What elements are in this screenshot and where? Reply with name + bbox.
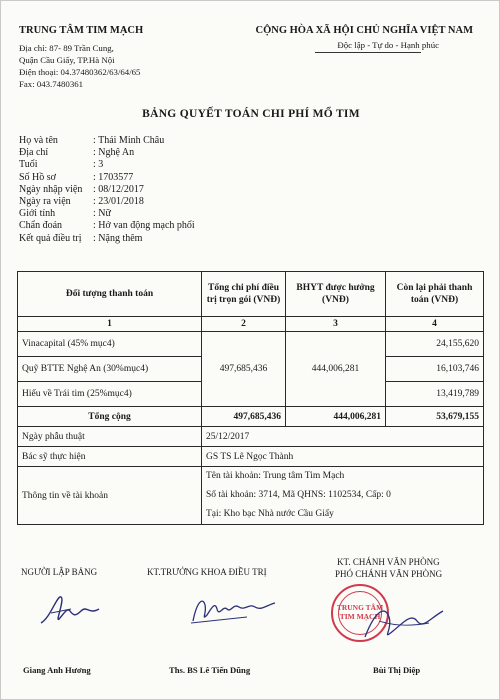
total-row bbox=[18, 407, 484, 427]
surgeon-name: GS TS Lê Ngọc Thành bbox=[202, 447, 484, 467]
discharge-date-row bbox=[19, 196, 195, 208]
admission-date-row bbox=[19, 184, 195, 196]
insurance-cell: 444,006,281 bbox=[286, 332, 386, 407]
office-title-1: KT. CHÁNH VĂN PHÒNG bbox=[337, 557, 440, 567]
motto-underline bbox=[315, 52, 421, 53]
record-number-row bbox=[19, 172, 195, 184]
admission-date: : 08/12/2017 bbox=[93, 183, 144, 195]
preparer-title: NGƯỜI LẬP BẢNG bbox=[21, 567, 98, 577]
surgeon-label: Bác sỹ thực hiện bbox=[18, 447, 202, 467]
patient-address-row bbox=[19, 147, 195, 159]
total-cost-cell: 497,685,436 bbox=[202, 332, 286, 407]
diagnosis: : Hở van động mạch phổi bbox=[93, 220, 195, 232]
org-address-2: Quận Cầu Giấy, TP.Hà Nội bbox=[19, 55, 115, 65]
department-head-signature bbox=[187, 591, 279, 627]
total-cost: 497,685,436 bbox=[202, 407, 286, 427]
patient-name: : Thái Minh Châu bbox=[93, 135, 165, 146]
info-label: Số Hồ sơ bbox=[19, 171, 56, 183]
header-total-cost: Tổng chi phí điều trị trọn gói (VNĐ) bbox=[202, 272, 286, 317]
treatment-result: : Nặng thêm bbox=[93, 232, 143, 244]
column-number: 2 bbox=[202, 317, 286, 332]
preparer-name: Giang Anh Hương bbox=[23, 665, 91, 675]
account-number: Số tài khoản: 3714, Mã QHNS: 1102534, Cấp: 0 bbox=[206, 490, 391, 500]
org-address-1: Địa chỉ: 87- 89 Trần Cung, bbox=[19, 43, 114, 53]
surgery-date: 25/12/2017 bbox=[202, 427, 484, 447]
table-row bbox=[18, 332, 484, 357]
office-name: Bùi Thị Diệp bbox=[373, 665, 421, 675]
preparer-signature bbox=[37, 589, 107, 631]
total-remaining: 53,679,155 bbox=[386, 407, 484, 427]
column-number-row bbox=[18, 317, 484, 332]
gender: : Nữ bbox=[93, 208, 111, 220]
info-label: Kết quả điều trị bbox=[19, 232, 82, 244]
treatment-result-row bbox=[19, 233, 195, 245]
info-label: Địa chỉ bbox=[19, 147, 49, 159]
payer-name: Hiếu về Trái tim (25%mục4) bbox=[18, 382, 202, 407]
account-row bbox=[18, 467, 484, 525]
gender-row bbox=[19, 208, 195, 220]
column-number: 4 bbox=[386, 317, 484, 332]
office-signature bbox=[359, 601, 449, 647]
remaining-amount: 13,419,789 bbox=[386, 382, 484, 407]
discharge-date: : 23/01/2018 bbox=[93, 195, 144, 207]
department-head-title: KT.TRƯỞNG KHOA ĐIỀU TRỊ bbox=[147, 567, 267, 577]
patient-info bbox=[19, 135, 195, 245]
total-label: Tổng cộng bbox=[18, 407, 202, 427]
surgeon-row bbox=[18, 447, 484, 467]
info-label: Tuổi bbox=[19, 159, 38, 171]
payer-name: Quỹ BTTE Nghệ An (30%mục4) bbox=[18, 357, 202, 382]
surgery-date-row bbox=[18, 427, 484, 447]
org-phone: Điện thoại: 04.37480362/63/64/65 bbox=[19, 67, 141, 77]
account-label: Thông tin về tài khoản bbox=[18, 467, 202, 525]
cost-settlement-table bbox=[17, 271, 484, 525]
payer-name: Vinacapital (45% mục4) bbox=[18, 332, 202, 357]
header-payer: Đối tượng thanh toán bbox=[18, 272, 202, 317]
remaining-amount: 16,103,746 bbox=[386, 357, 484, 382]
patient-address: : Nghệ An bbox=[93, 147, 135, 159]
office-title-2: PHÓ CHÁNH VĂN PHÒNG bbox=[335, 569, 443, 579]
patient-name-row bbox=[19, 135, 195, 147]
surgery-date-label: Ngày phẫu thuật bbox=[18, 427, 202, 447]
table-header-row bbox=[18, 272, 484, 317]
org-name: TRUNG TÂM TIM MẠCH bbox=[19, 25, 144, 36]
patient-age: : 3 bbox=[93, 159, 104, 171]
total-insurance: 444,006,281 bbox=[286, 407, 386, 427]
stamp-text: TRUNG TÂM TIM MẠCH bbox=[336, 603, 384, 621]
org-fax: Fax: 043.7480361 bbox=[19, 79, 84, 89]
account-bank: Tại: Kho bạc Nhà nước Cầu Giấy bbox=[206, 509, 334, 519]
info-label: Ngày ra viện bbox=[19, 195, 71, 207]
patient-age-row bbox=[19, 159, 195, 171]
diagnosis-row bbox=[19, 220, 195, 232]
header-remaining: Còn lại phải thanh toán (VNĐ) bbox=[386, 272, 484, 317]
header-insurance: BHYT được hưởng (VNĐ) bbox=[286, 272, 386, 317]
account-details bbox=[202, 467, 484, 525]
column-number: 3 bbox=[286, 317, 386, 332]
department-head-name: Ths. BS Lê Tiến Dũng bbox=[169, 665, 251, 675]
document-title: BẢNG QUYẾT TOÁN CHI PHÍ MỔ TIM bbox=[142, 108, 360, 120]
nation-heading: CỘNG HÒA XÃ HỘI CHỦ NGHĨA VIỆT NAM bbox=[255, 25, 473, 36]
info-label: Giới tính bbox=[19, 208, 56, 220]
info-label: Chẩn đoán bbox=[19, 220, 63, 232]
info-label: Ngày nhập viện bbox=[19, 183, 83, 195]
column-number: 1 bbox=[18, 317, 202, 332]
remaining-amount: 24,155,620 bbox=[386, 332, 484, 357]
record-number: : 1703577 bbox=[93, 171, 134, 183]
info-label: Họ và tên bbox=[19, 135, 58, 146]
account-name: Tên tài khoản: Trung tâm Tim Mạch bbox=[206, 471, 345, 481]
nation-motto: Độc lập - Tự do - Hạnh phúc bbox=[337, 40, 439, 50]
